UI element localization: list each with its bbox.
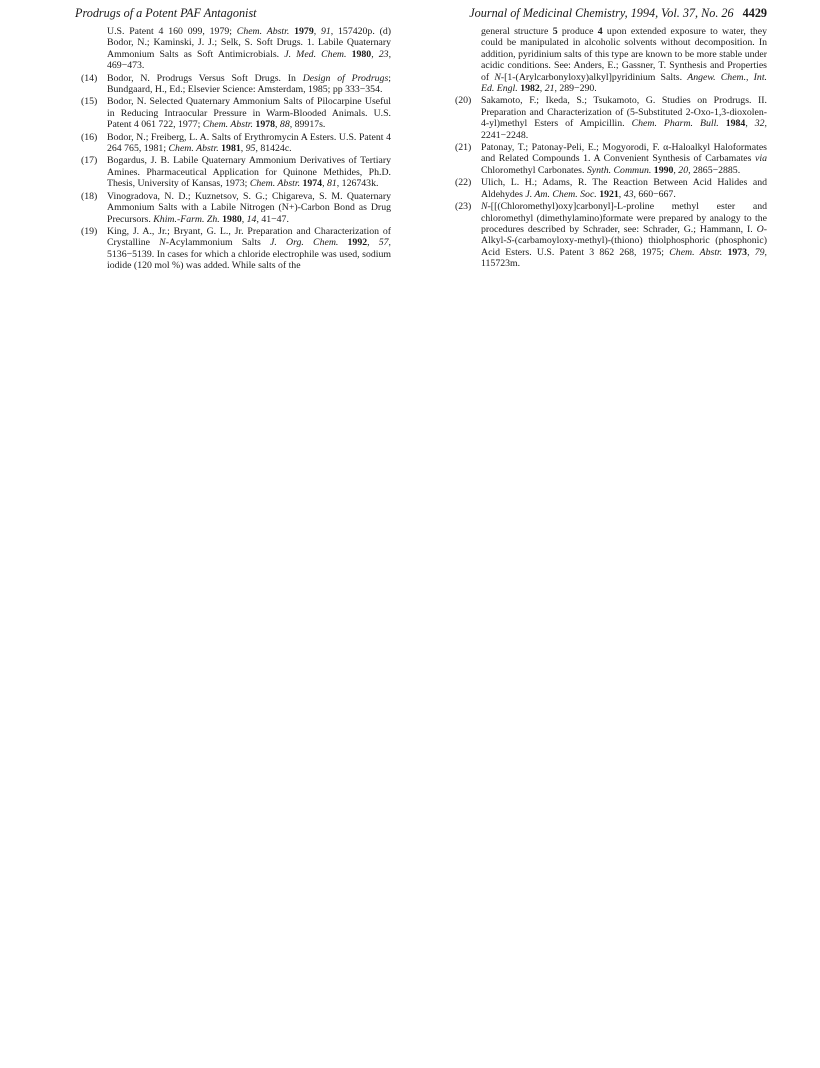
reference-entry — [73, 132, 391, 155]
reference-entry — [73, 226, 391, 272]
reference-text: Bodor, N. Prodrugs Versus Soft Drugs. In Design of Prodrugs; Bundgaard, H., Ed.; Elsevier Science: Amsterdam, 1985; pp 333−354. — [107, 72, 391, 96]
reference-list — [447, 95, 767, 269]
reference-entry — [73, 73, 391, 96]
reference-text: Bodor, N.; Freiberg, L. A. Salts of Erythromycin A Esters. U.S. Patent 4 264 765, 1981; Chem. Abstr. 1981, 95, 81424c. — [107, 131, 391, 155]
reference-number: (18) — [81, 190, 98, 202]
running-header — [75, 4, 767, 22]
reference-number: (19) — [81, 225, 98, 237]
reference-number: (15) — [81, 96, 98, 108]
reference-number: (16) — [81, 131, 98, 143]
reference-text: Patonay, T.; Patonay-Peli, E.; Mogyorodi, F. α-Haloalkyl Haloformates and Related Compounds 1. A Convenient Synthesis of Carbamates via Chloromethyl Carbonates. Synth. Commun. 1990, 20, 2865−2885. — [481, 142, 767, 176]
reference-entry — [73, 191, 391, 225]
references-column-left — [73, 26, 391, 273]
page-number: 4429 — [742, 6, 767, 20]
references-column-right — [447, 26, 767, 271]
reference-entry — [447, 201, 767, 269]
reference-number: (22) — [455, 177, 472, 189]
reference-text: Ulich, L. H.; Adams, R. The Reaction Between Acid Halides and Aldehydes J. Am. Chem. Soc. 1921, 43, 660−667. — [481, 177, 767, 200]
reference-entry — [73, 96, 391, 130]
running-title: Prodrugs of a Potent PAF Antagonist — [75, 6, 257, 20]
reference-number: (23) — [455, 201, 472, 213]
reference-number: (21) — [455, 142, 472, 154]
reference-number: (14) — [81, 72, 98, 84]
reference-number: (17) — [81, 155, 98, 167]
reference-entry — [73, 155, 391, 189]
journal-name: Journal of Medicinal Chemistry, 1994, Vol. 37, No. 26 — [469, 6, 734, 20]
reference-entry — [447, 142, 767, 176]
journal-citation — [469, 4, 767, 22]
reference-list — [73, 73, 391, 272]
reference-text: King, J. A., Jr.; Bryant, G. L., Jr. Preparation and Characterization of Crystalline N-Acylammonium Salts J. Org. Chem. 1992, 57, 5136−5139. In cases for which a chloride electrophile was used, sodium iodide (120 mol %) was added. While salts of the — [107, 225, 391, 272]
reference-text: Vinogradova, N. D.; Kuznetsov, S. G.; Chigareva, S. M. Quaternary Ammonium Salts with a Labile Nitrogen (N+)-Carbon Bond as Drug Precursors. Khim.-Farm. Zh. 1980, 14, 41−47. — [107, 190, 391, 225]
reference-text: Bogardus, J. B. Labile Quaternary Ammonium Derivatives of Tertiary Amines. Pharmaceutical Application for Quinone Methides, Ph.D. Thesis, University of Kansas, 1973; Chem. Abstr. 1974, 81, 126743k. — [107, 155, 391, 190]
reference-text: N-[[(Chloromethyl)oxy]carbonyl]-L-proline methyl ester and chloromethyl (dimethylamino)formate were prepared by analogy to the procedures described by Schrader, see: Schrader, G.; Hammann, I. O-Alkyl-S-(carbamoyloxy-methyl)-(thiono) thiolphosphoric (phosphonic) Acid Esters. U.S. Patent 3 862 268, 1975; Chem. Abstr. 1973, 79, 115723m. — [481, 201, 767, 270]
reference-text: Sakamoto, F.; Ikeda, S.; Tsukamoto, G. Studies on Prodrugs. II. Preparation and Characterization of (5-Substituted 2-Oxo-1,3-dioxolen-4-yl)methyl Esters of Ampicillin. Chem. Pharm. Bull. 1984, 32, 2241−2248. — [481, 95, 767, 141]
reference-text: Bodor, N. Selected Quaternary Ammonium Salts of Pilocarpine Useful in Reducing Intraocular Pressure in Warm-Blooded Animals. U.S. Patent 4 061 722, 1977; Chem. Abstr. 1978, 88, 89917s. — [107, 96, 391, 131]
reference-continuation: U.S. Patent 4 160 099, 1979; Chem. Abstr. 1979, 91, 157420p. (d) Bodor, N.; Kaminski, J. J.; Selk, S. Soft Drugs. 1. Labile Quaternary Ammonium Salts as Soft Antimicrobials. J. Med. Chem. 1980, 23, 469−473. — [107, 26, 392, 72]
reference-entry — [447, 177, 767, 200]
reference-continuation: general structure 5 produce 4 upon extended exposure to water, they could be manipulated in alcoholic solvents without decomposition. In addition, pyridinium salts of this type are known to be more stable under acidic conditions. See: Anders, E.; Gassner, T. Synthesis and Properties of N-[1-(Arylcarbonyloxy)alkyl]pyridinium Salts. Angew. Chem., Int. Ed. Engl. 1982, 21, 289−290. — [481, 26, 767, 95]
reference-number: (20) — [455, 95, 472, 107]
reference-entry — [447, 95, 767, 141]
